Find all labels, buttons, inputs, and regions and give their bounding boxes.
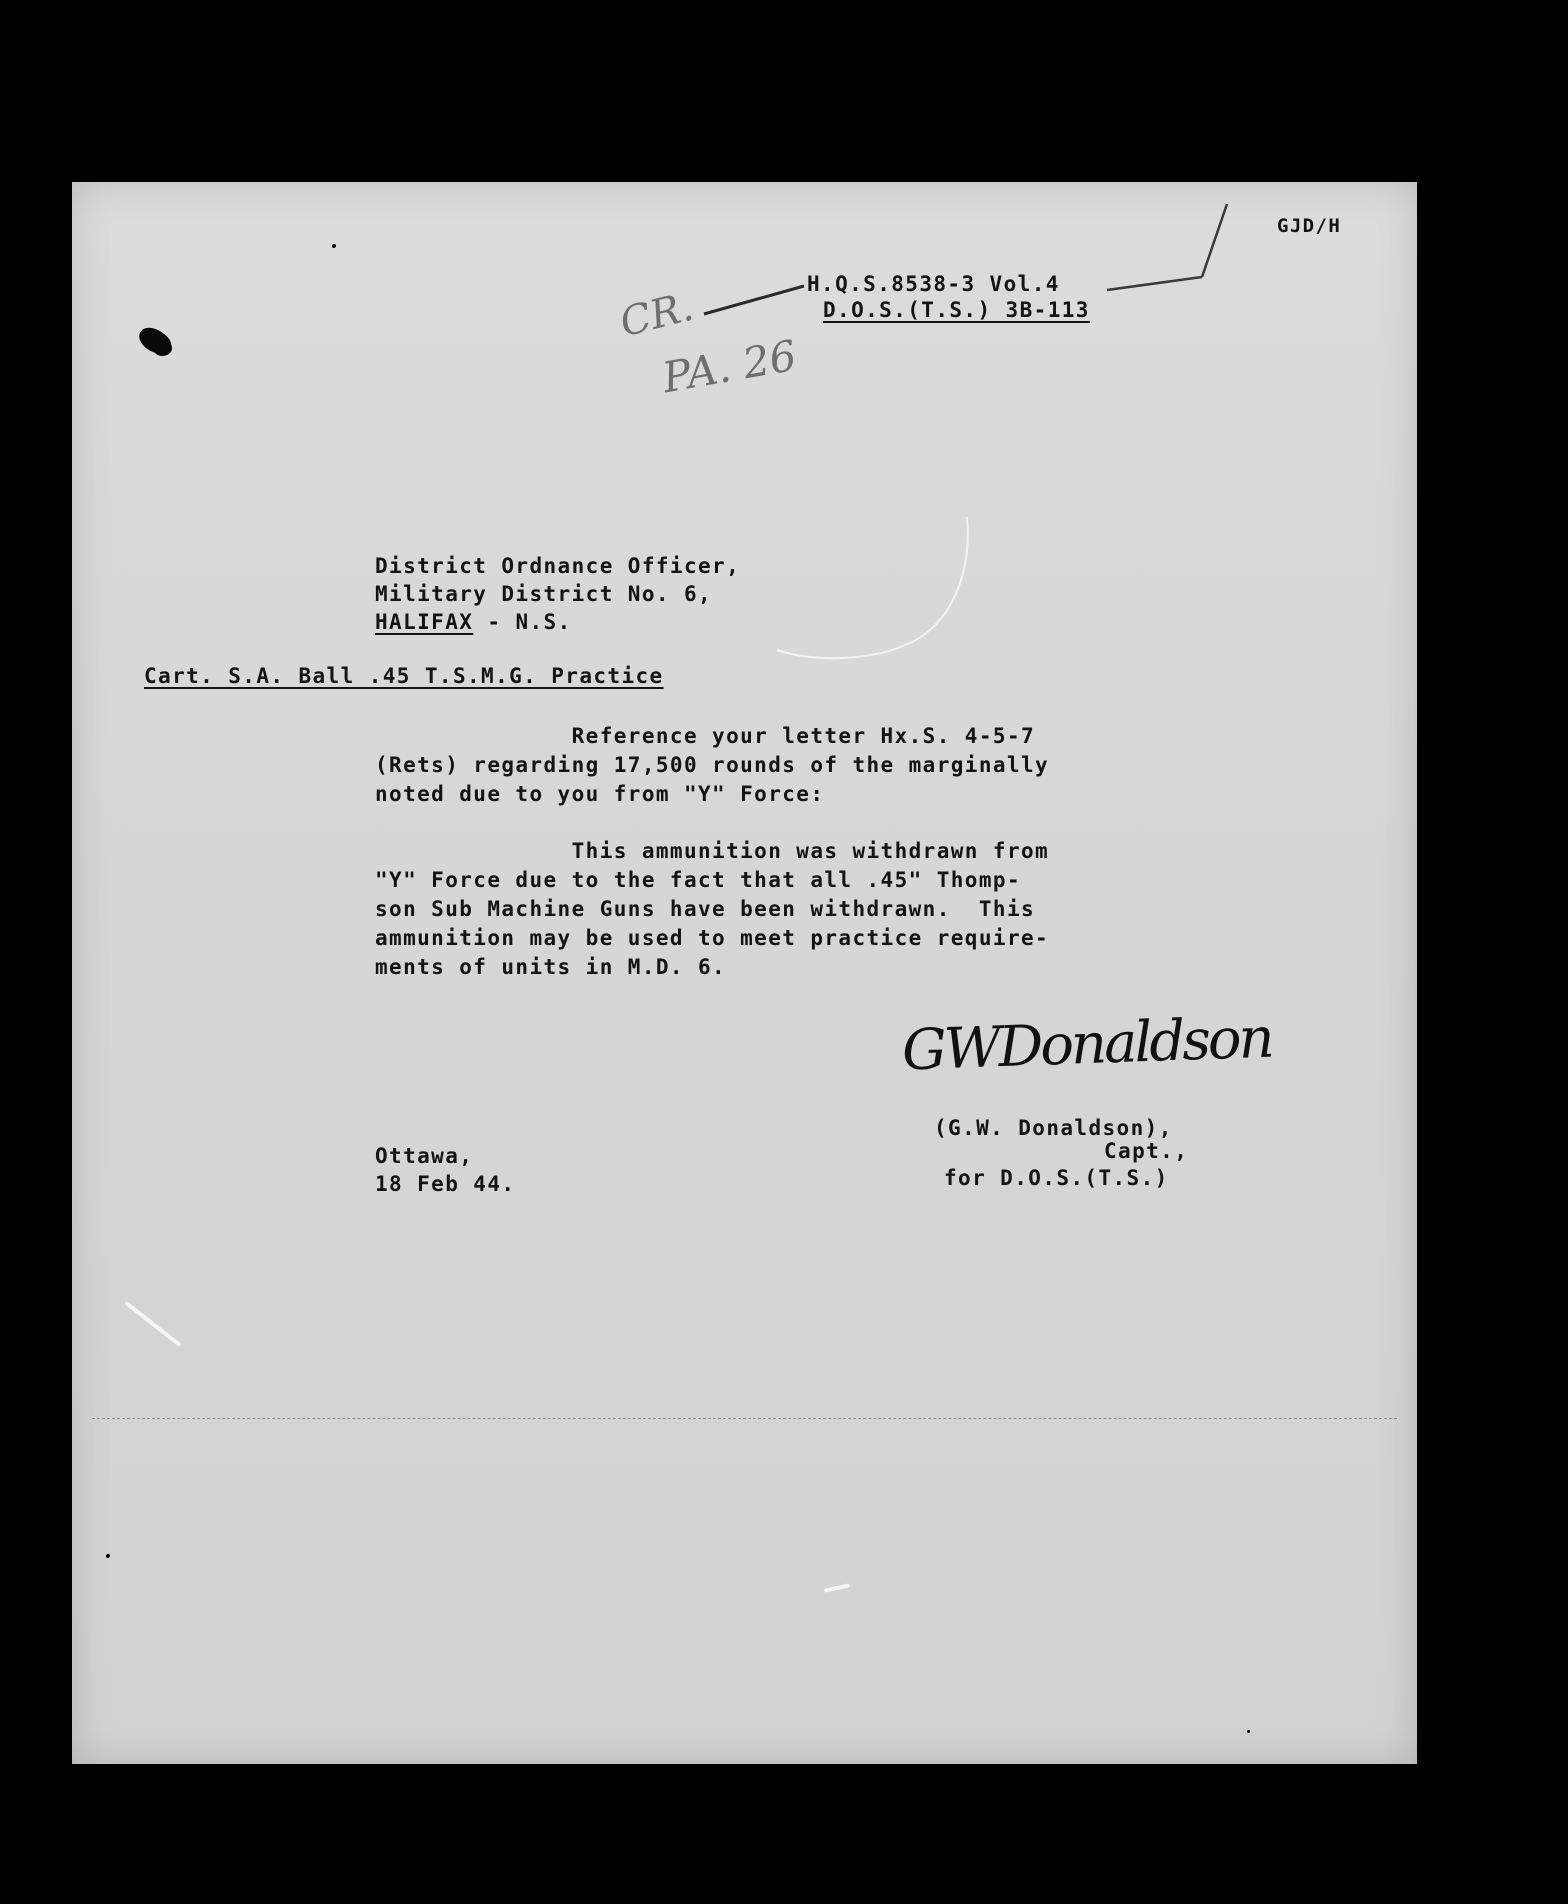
note-arrow-mark — [700, 280, 810, 320]
signatory-rank: Capt., — [1104, 1139, 1189, 1163]
subject-line: Cart. S.A. Ball .45 T.S.M.G. Practice — [144, 664, 664, 688]
handwritten-signature: GWDonaldson — [900, 1005, 1273, 1084]
faint-pencil-curve — [772, 512, 992, 672]
file-ref-line-1: H.Q.S.8538-3 Vol.4 — [807, 272, 1060, 296]
date: 18 Feb 44. — [375, 1172, 516, 1196]
handwritten-note-cr: CR. — [615, 283, 698, 347]
pencil-slash-mark — [1092, 202, 1232, 297]
signatory-for: for D.O.S.(T.S.) — [944, 1166, 1169, 1190]
addressee-line-2: Military District No. 6, — [375, 582, 713, 606]
signatory-name: (G.W. Donaldson), — [934, 1116, 1173, 1140]
addressee-line-1: District Ordnance Officer, — [375, 554, 741, 578]
addressee-line-3 — [375, 608, 572, 637]
paragraph-1: Reference your letter Hx.S. 4-5-7 (Rets) regarding 17,500 rounds of the marginally noted due to you from "Y" Force: — [375, 724, 1050, 806]
ink-speck — [1247, 1730, 1250, 1733]
page-fold-line — [92, 1418, 1397, 1419]
ink-speck — [332, 244, 336, 248]
ink-blot-small — [154, 342, 172, 356]
letter-page — [72, 182, 1417, 1764]
ink-blot — [135, 322, 175, 360]
place: Ottawa, — [375, 1144, 474, 1168]
scratch-mark — [124, 1301, 182, 1347]
paragraph-2: This ammunition was withdrawn from "Y" Force due to the fact that all .45" Thomp- son Sub Machine Guns have been withdrawn. This ammunition may be used to meet practice require- ments of units in M.D. 6. — [375, 839, 1050, 979]
ink-speck — [106, 1554, 110, 1558]
handwritten-note-pa: PA. 26 — [658, 330, 801, 403]
addressee-province: - N.S. — [473, 610, 572, 634]
scratch-mark — [824, 1583, 850, 1592]
addressee-city: HALIFAX — [375, 610, 474, 634]
corner-code: GJD/H — [1277, 215, 1342, 237]
file-ref-line-2: D.O.S.(T.S.) 3B-113 — [823, 298, 1090, 322]
